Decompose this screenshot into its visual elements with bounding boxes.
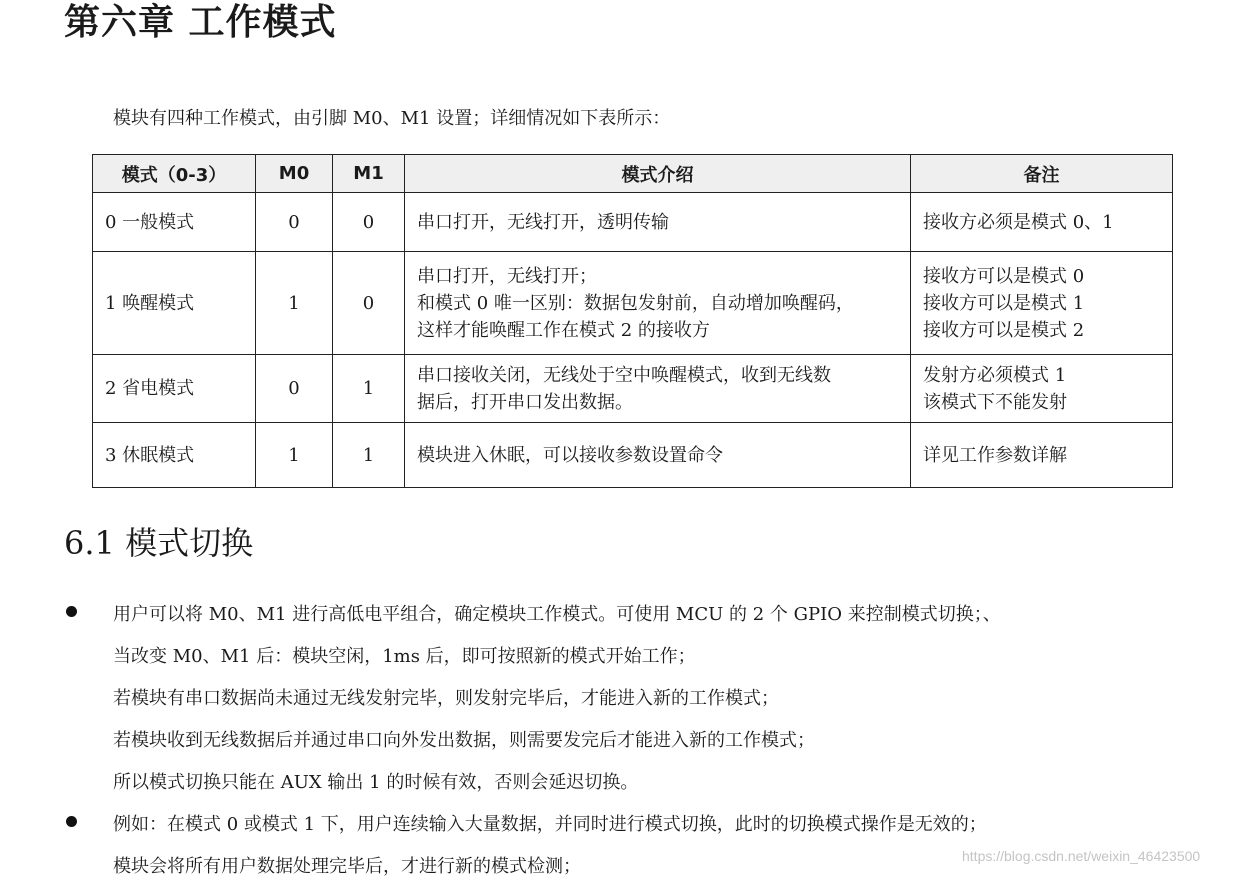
description-cell bbox=[405, 355, 911, 423]
m1-cell: 1 bbox=[333, 423, 405, 488]
note-line: 发射方必须模式 1 bbox=[923, 364, 1067, 386]
table-row bbox=[93, 355, 1173, 423]
bullet-line: 所以模式切换只能在 AUX 输出 1 的时候有效，否则会延迟切换。 bbox=[113, 772, 639, 793]
watermark: https://blog.csdn.net/weixin_46423500 bbox=[962, 848, 1201, 864]
note-cell bbox=[911, 423, 1173, 488]
header-m1: M1 bbox=[333, 155, 405, 193]
table-header-row bbox=[93, 155, 1173, 193]
table-row bbox=[93, 193, 1173, 252]
header-m0: M0 bbox=[256, 155, 333, 193]
description-line: 这样才能唤醒工作在模式 2 的接收方 bbox=[417, 319, 710, 341]
section-title: 6.1 模式切换 bbox=[64, 524, 254, 562]
m0-cell: 1 bbox=[256, 423, 333, 488]
note-cell bbox=[911, 355, 1173, 423]
mode-cell: 3 休眠模式 bbox=[93, 423, 256, 488]
description-line: 串口打开，无线打开； bbox=[417, 265, 597, 287]
note-line: 接收方可以是模式 2 bbox=[923, 319, 1085, 341]
bullet-icon bbox=[66, 816, 77, 827]
chapter-title: 第六章 工作模式 bbox=[64, 2, 337, 43]
note-line: 接收方可以是模式 1 bbox=[923, 292, 1085, 314]
note-cell bbox=[911, 252, 1173, 355]
mode-cell: 2 省电模式 bbox=[93, 355, 256, 423]
m1-cell: 0 bbox=[333, 252, 405, 355]
m1-cell: 1 bbox=[333, 355, 405, 423]
bullet-line: 当改变 M0、M1 后：模块空闲，1ms 后，即可按照新的模式开始工作； bbox=[113, 646, 696, 667]
description-line: 串口打开，无线打开，透明传输 bbox=[417, 211, 669, 233]
bullet-line: 例如：在模式 0 或模式 1 下，用户连续输入大量数据，并同时进行模式切换，此时的切换模式操作是无效的； bbox=[113, 814, 987, 835]
mode-cell: 1 唤醒模式 bbox=[93, 252, 256, 355]
description-cell bbox=[405, 423, 911, 488]
mode-cell: 0 一般模式 bbox=[93, 193, 256, 252]
note-line: 该模式下不能发射 bbox=[923, 391, 1067, 413]
bullet-line: 若模块有串口数据尚未通过无线发射完毕，则发射完毕后，才能进入新的工作模式； bbox=[113, 688, 779, 709]
description-line: 模块进入休眠，可以接收参数设置命令 bbox=[417, 444, 723, 466]
mode-table bbox=[92, 154, 1173, 488]
note-line: 接收方必须是模式 0、1 bbox=[923, 211, 1114, 233]
table-row bbox=[93, 252, 1173, 355]
header-description: 模式介绍 bbox=[405, 155, 911, 193]
m1-cell: 0 bbox=[333, 193, 405, 252]
bullet-line: 模块会将所有用户数据处理完毕后，才进行新的模式检测； bbox=[113, 856, 581, 877]
header-mode: 模式（0-3） bbox=[93, 155, 256, 193]
description-line: 串口接收关闭，无线处于空中唤醒模式，收到无线数 bbox=[417, 364, 831, 386]
bullet-line: 若模块收到无线数据后并通过串口向外发出数据，则需要发完后才能进入新的工作模式； bbox=[113, 730, 815, 751]
bullet-icon bbox=[66, 606, 77, 617]
bullet-line: 用户可以将 M0、M1 进行高低电平组合，确定模块工作模式。可使用 MCU 的 2 个 GPIO 来控制模式切换；、 bbox=[113, 604, 1001, 625]
note-cell bbox=[911, 193, 1173, 252]
table-row bbox=[93, 423, 1173, 488]
description-line: 据后，打开串口发出数据。 bbox=[417, 391, 633, 413]
description-line: 和模式 0 唯一区别：数据包发射前，自动增加唤醒码， bbox=[417, 292, 854, 314]
note-line: 详见工作参数详解 bbox=[923, 444, 1067, 466]
m0-cell: 0 bbox=[256, 193, 333, 252]
header-note: 备注 bbox=[911, 155, 1173, 193]
description-cell bbox=[405, 252, 911, 355]
description-cell bbox=[405, 193, 911, 252]
m0-cell: 0 bbox=[256, 355, 333, 423]
m0-cell: 1 bbox=[256, 252, 333, 355]
note-line: 接收方可以是模式 0 bbox=[923, 265, 1085, 287]
intro-text: 模块有四种工作模式，由引脚 M0、M1 设置；详细情况如下表所示： bbox=[113, 108, 671, 129]
